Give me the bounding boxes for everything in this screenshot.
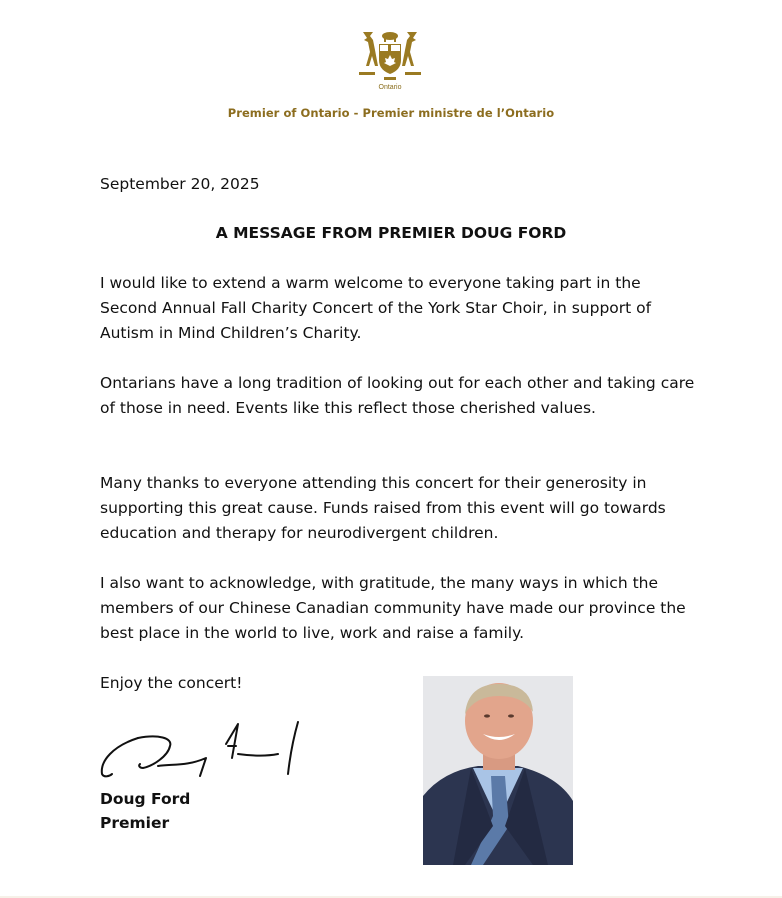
signature-icon — [98, 716, 308, 786]
crest-label: Ontario — [378, 84, 402, 91]
letter-title: A MESSAGE FROM PREMIER DOUG FORD — [215, 224, 567, 242]
paragraph-acknowledgement: I also want to acknowledge, with gratitude, the many ways in which the members of our Chinese Canadian community have made our province the best place in the world to live, work and raise a family. — [100, 574, 686, 642]
signatory-role: Premier — [100, 814, 170, 832]
paragraph-welcome: I would like to extend a warm welcome to everyone taking part in the Second Annual Fall Charity Concert of the York Star Choir, in support of Autism in Mind Children’s Charity. — [100, 274, 652, 342]
office-heading: Premier of Ontario - Premier ministre de l’Ontario — [227, 106, 555, 120]
premier-portrait-photo — [423, 676, 573, 865]
paragraph-thanks: Many thanks to everyone attending this concert for their generosity in supporting this great cause. Funds raised from this event will go towards education and therapy for neurodivergent children. — [100, 474, 666, 542]
letter-date: September 20, 2025 — [100, 175, 260, 193]
ontario-crest — [357, 28, 423, 92]
signatory-block — [100, 787, 190, 835]
paragraph-tradition: Ontarians have a long tradition of looking out for each other and taking care of those in need. Events like this reflect those cherished values. — [100, 374, 695, 417]
paragraph-closing: Enjoy the concert! — [100, 674, 243, 692]
signatory-name: Doug Ford — [100, 790, 191, 808]
coat-of-arms-icon — [357, 28, 423, 84]
